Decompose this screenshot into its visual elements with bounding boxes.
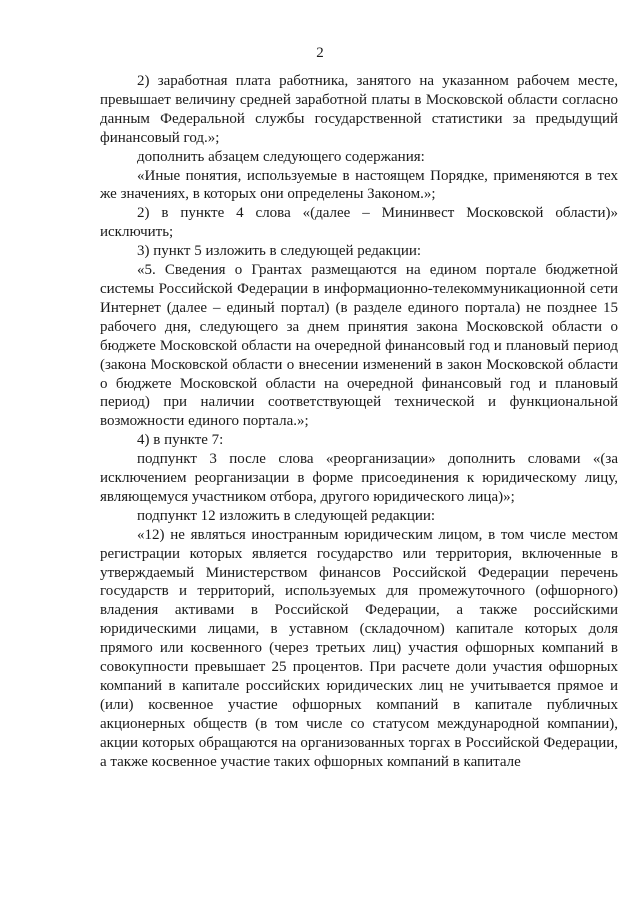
paragraph-add-clause: дополнить абзацем следующего содержания:	[137, 148, 425, 165]
paragraph-point-4: 2) в пункте 4 слова «(далее – Мининвест Московской области)» исключить;	[100, 205, 618, 241]
paragraph-point-5-intro: 3) пункт 5 изложить в следующей редакции:	[137, 243, 422, 260]
document-body	[100, 72, 618, 772]
paragraph-subpoint-12-intro: подпункт 12 изложить в следующей редакции:	[137, 507, 436, 524]
paragraph-subpoint-3: подпункт 3 после слова «реорганизации» дополнить словами «(за исключением реорганизации в форме присоединения к юридическому лицу, являющемуся участником отбора, другого юридического лица)»;	[100, 451, 618, 505]
page-number: 2	[316, 45, 324, 61]
paragraph-other-concepts: «Иные понятия, используемые в настоящем Порядке, применяются в тех же значениях, в которых они определены Законом.»;	[100, 167, 618, 203]
paragraph-subpoint-12-text: «12) не являться иностранным юридическим лицом, в том числе местом регистрации которых является государство или территория, включенные в утверждаемый Министерством финансов Российской Федерации перечень государств и территорий, используемых для промежуточного (офшорного) владения активами в Российской Федерации, а также российскими юридическими лицами, в уставном (складочном) капитале которых доля прямого или косвенного (через третьих лиц) участия офшорных компаний в совокупности превышает 25 процентов. При расчете доли участия офшорных компаний в капитале российских юридических лиц не учитывается прямое и (или) косвенное участие офшорных компаний в капитале публичных акционерных обществ (в том числе со статусом международной компании), акции которых обращаются на организованных торгах в Российской Федерации, а также косвенное участие таких офшорных компаний в капитале	[100, 526, 618, 770]
paragraph-item-2-condition: 2) заработная плата работника, занятого на указанном рабочем месте, превышает величину средней заработной платы в Московской области согласно данным Федеральной службы государственной статистики за предыдущий финансовый год.»;	[100, 73, 618, 146]
paragraph-point-7-intro: 4) в пункте 7:	[137, 432, 224, 449]
paragraph-point-5-text: «5. Сведения о Грантах размещаются на едином портале бюджетной системы Российской Федерации в информационно-телекоммуникационной сети Интернет (далее – единый портал) (в разделе единого портала) не позднее 15 рабочего дня, следующего за днем принятия закона Московской области о бюджете Московской области на очередной финансовый год и плановый период (закона Московской области о внесении изменений в закон Московской области о бюджете Московской области на очередной финансовый год и плановый период) при наличии соответствующей технической и функциональной возможности единого портала.»;	[100, 262, 618, 430]
